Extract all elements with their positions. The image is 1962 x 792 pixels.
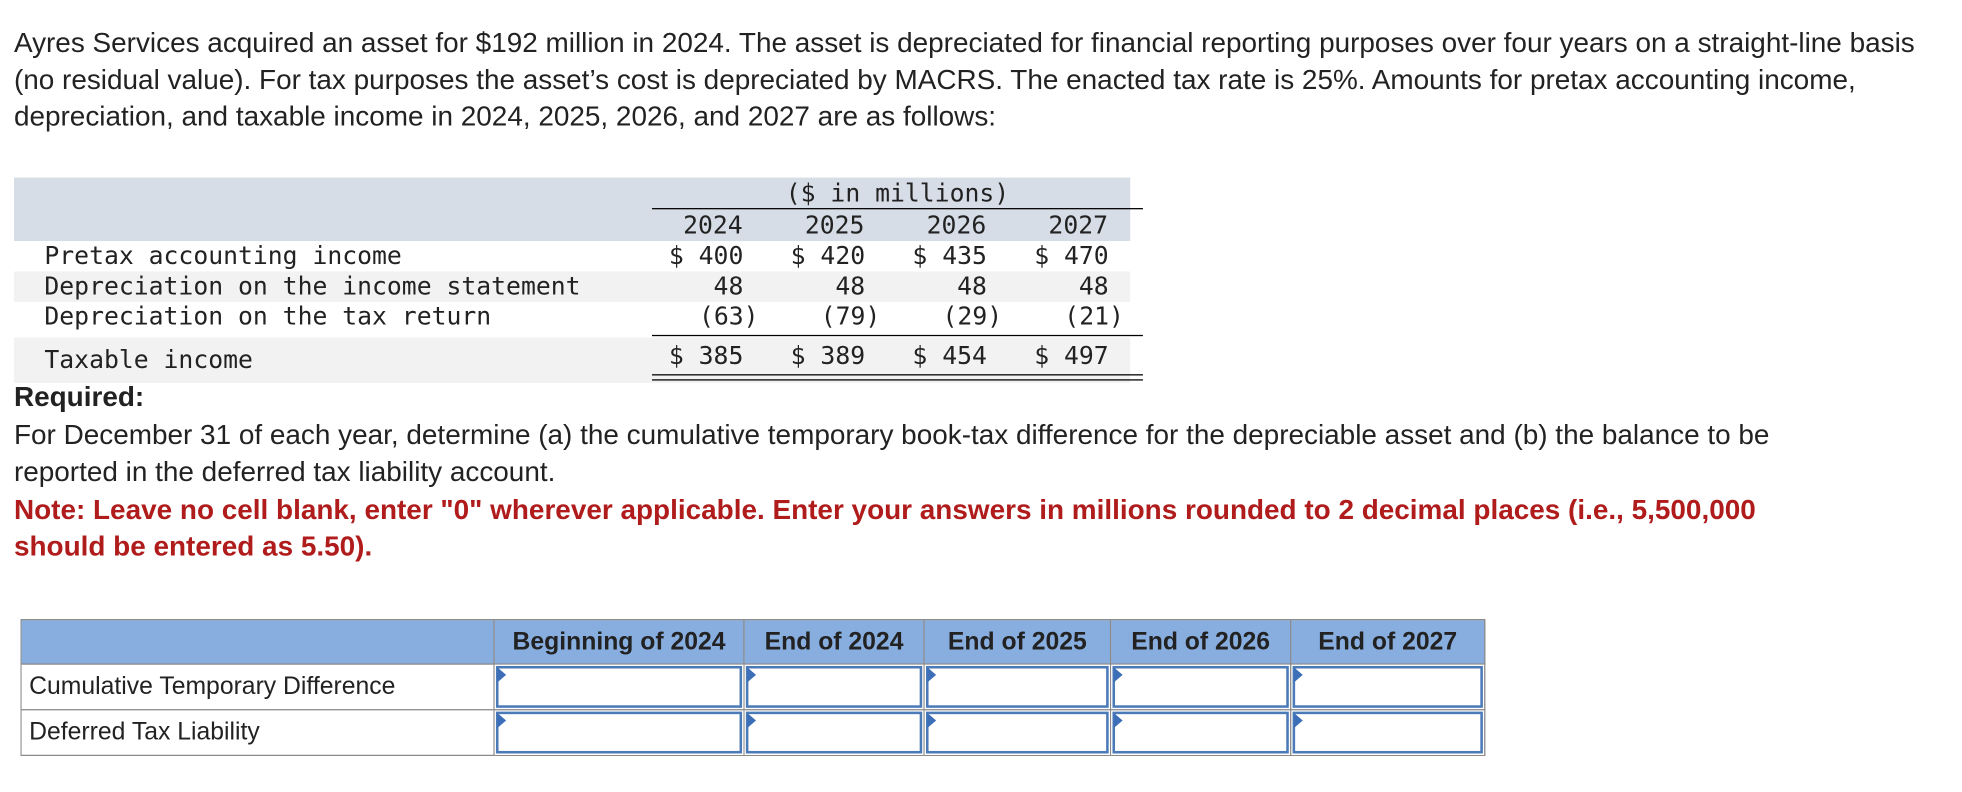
instruction-note: Note: Leave no cell blank, enter "0" wherever applicable. Enter your answers in millions rounded to 2 decimal places (i.e., 5,500,000 should be entered as 5.50). [13,493,1756,562]
cell-marker-icon [1294,713,1303,728]
input-box[interactable] [746,712,922,754]
cell-value: 48 [1078,271,1109,301]
cell-value: $ 454 [912,341,987,371]
table-row [14,271,1130,301]
input-box[interactable] [746,666,922,708]
answer-input-cell[interactable] [744,710,924,756]
answer-input-cell[interactable] [494,710,744,756]
answer-input-cell[interactable] [924,664,1110,710]
answer-row [21,664,1485,710]
answer-table [20,619,1485,756]
cell-value: $ 497 [1034,341,1109,371]
input-box[interactable] [926,712,1109,754]
table-row [14,241,1130,271]
row-label: Depreciation on the tax return [44,301,492,332]
cell-value: 48 [835,271,866,301]
answer-header-row [21,620,1485,664]
column-header: End of 2027 [1291,620,1485,664]
cell-marker-icon [497,713,506,728]
table-row [14,337,1130,383]
required-text: For December 31 of each year, determine (a) the cumulative temporary book-tax difference for the depreciable asset and (b) the balance to be reported in the deferred tax liability account. [13,418,1770,488]
row-label: Depreciation on the income statement [44,271,581,301]
cell-marker-icon [747,667,756,682]
subtotal-rule [652,335,1143,336]
cell-value: $ 389 [790,341,866,371]
cell-value: $ 435 [912,241,987,271]
answer-row [21,710,1485,756]
total-rule-2 [652,379,1143,380]
cell-value: $ 385 [668,341,744,371]
cell-marker-icon [927,667,936,682]
input-box[interactable] [1112,712,1288,754]
problem-intro: Ayres Services acquired an asset for $192 million in 2024. The asset is depreciated for financial reporting purposes over four years on a straight-line basis (no residual value). For tax purposes the asset’s cost is depreciated by MACRS. The enacted tax rate is 25%. Amounts for pretax accounting income, depreciation, and taxable income in 2024, 2025, 2026, and 2027 are as follows: [13,26,1915,132]
header-rule [652,208,1143,209]
row-label: Pretax accounting income [44,241,402,271]
input-box[interactable] [1293,712,1483,754]
column-header: End of 2025 [924,620,1110,664]
row-label: Taxable income [44,345,253,375]
row-label: Cumulative Temporary Difference [21,664,494,710]
financial-data-table [14,178,1130,383]
year-header: 2025 [804,210,865,240]
table-row [14,302,1130,332]
cell-value: 48 [713,271,744,301]
cell-value: $ 420 [790,241,866,271]
header-blank [21,620,494,664]
cell-value: (21) [1064,301,1124,332]
year-header: 2024 [683,210,743,240]
cell-marker-icon [1114,667,1123,682]
year-header: 2027 [1048,210,1109,240]
cell-value: (79) [820,301,881,332]
cell-marker-icon [1294,667,1303,682]
cell-marker-icon [497,667,506,682]
input-box[interactable] [496,666,742,708]
row-label: Deferred Tax Liability [21,710,494,756]
answer-input-cell[interactable] [1291,710,1485,756]
cell-value: 48 [957,271,987,301]
total-rule-1 [652,374,1143,375]
required-heading: Required: [13,380,145,413]
answer-input-cell[interactable] [1291,664,1485,710]
year-header: 2026 [926,210,987,240]
cell-value: (29) [942,301,1003,332]
answer-input-cell[interactable] [1111,664,1291,710]
units-label: ($ in millions) [785,178,1010,209]
answer-input-cell[interactable] [924,710,1110,756]
cell-value: $ 470 [1034,241,1109,271]
input-box[interactable] [496,712,742,754]
column-header: End of 2024 [744,620,924,664]
column-header: End of 2026 [1111,620,1291,664]
cell-marker-icon [747,713,756,728]
cell-value: (63) [698,301,759,332]
cell-marker-icon [1114,713,1123,728]
column-header: Beginning of 2024 [494,620,744,664]
answer-input-cell[interactable] [494,664,744,710]
answer-input-cell[interactable] [1111,710,1291,756]
input-box[interactable] [926,666,1109,708]
answer-input-cell[interactable] [744,664,924,710]
input-box[interactable] [1112,666,1288,708]
cell-marker-icon [927,713,936,728]
cell-value: $ 400 [668,241,744,271]
input-box[interactable] [1293,666,1483,708]
